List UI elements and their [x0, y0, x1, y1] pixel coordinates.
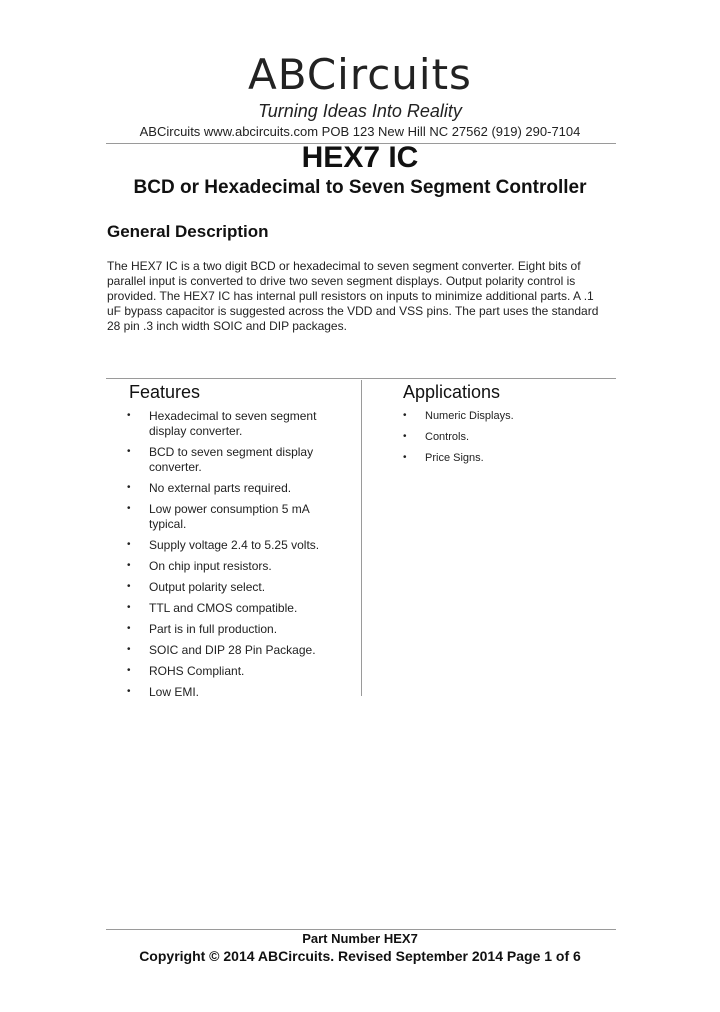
list-item: • Part is in full production. — [127, 622, 278, 636]
list-item: • SOIC and DIP 28 Pin Package. — [127, 643, 316, 657]
bullet-icon: • — [127, 623, 131, 634]
company-contact-line: ABCircuits www.abcircuits.com POB 123 New Hill NC 27562 (919) 290-7104 — [139, 124, 581, 139]
features-heading: Features — [129, 382, 201, 402]
list-item: • Low power consumption 5 mA typical. — [127, 502, 310, 531]
list-item: • Price Signs. — [403, 452, 484, 464]
general-description-text: The HEX7 IC is a two digit BCD or hexadecimal to seven segment converter. Eight bits of parallel input is converted to drive two seven segment displays. Output polarity control is provided. The HEX7 IC has internal pull resistors on inputs to minimize additional parts. A .1 uF bypass capacitor is suggested across the VDD and VSS pins. The part uses the standard 28 pin .3 inch width SOIC and DIP packages. — [107, 259, 599, 333]
company-tagline: Turning Ideas Into Reality — [258, 101, 462, 121]
bullet-icon: • — [403, 410, 407, 421]
company-logo: ABCircuits — [248, 50, 472, 99]
bullet-icon: • — [403, 452, 407, 463]
bullet-icon: • — [127, 581, 131, 592]
list-item: • On chip input resistors. — [127, 559, 272, 573]
bullet-icon: • — [127, 539, 131, 550]
footer-divider — [106, 929, 616, 930]
general-description-heading: General Description — [107, 222, 269, 241]
bullet-icon: • — [127, 482, 131, 493]
features-list — [127, 409, 349, 706]
bullet-icon: • — [127, 665, 131, 676]
list-item: • Hexadecimal to seven segment display converter. — [127, 409, 317, 438]
applications-list — [403, 409, 603, 472]
document-title: HEX7 IC — [301, 141, 419, 174]
document-subtitle: BCD or Hexadecimal to Seven Segment Controller — [133, 177, 587, 198]
list-item: • Output polarity select. — [127, 580, 266, 594]
list-item: • Controls. — [403, 431, 470, 443]
list-item: • TTL and CMOS compatible. — [127, 601, 298, 615]
bullet-icon: • — [127, 560, 131, 571]
list-item: • No external parts required. — [127, 481, 292, 495]
column-divider — [361, 380, 362, 696]
bullet-icon: • — [127, 644, 131, 655]
applications-heading: Applications — [403, 382, 501, 402]
part-number: Part Number HEX7 — [302, 931, 418, 946]
bullet-icon: • — [127, 686, 131, 697]
list-item: • Low EMI. — [127, 685, 200, 699]
bullet-icon: • — [127, 602, 131, 613]
bullet-icon: • — [403, 431, 407, 442]
copyright-line: Copyright © 2014 ABCircuits. Revised September 2014 Page 1 of 6 — [139, 948, 581, 964]
list-item: • BCD to seven segment display converter. — [127, 445, 314, 474]
bullet-icon: • — [127, 446, 131, 457]
bullet-icon: • — [127, 410, 131, 421]
list-item: • ROHS Compliant. — [127, 664, 245, 678]
section-divider — [106, 378, 616, 379]
list-item: • Numeric Displays. — [403, 410, 514, 422]
list-item: • Supply voltage 2.4 to 5.25 volts. — [127, 538, 320, 552]
bullet-icon: • — [127, 503, 131, 514]
